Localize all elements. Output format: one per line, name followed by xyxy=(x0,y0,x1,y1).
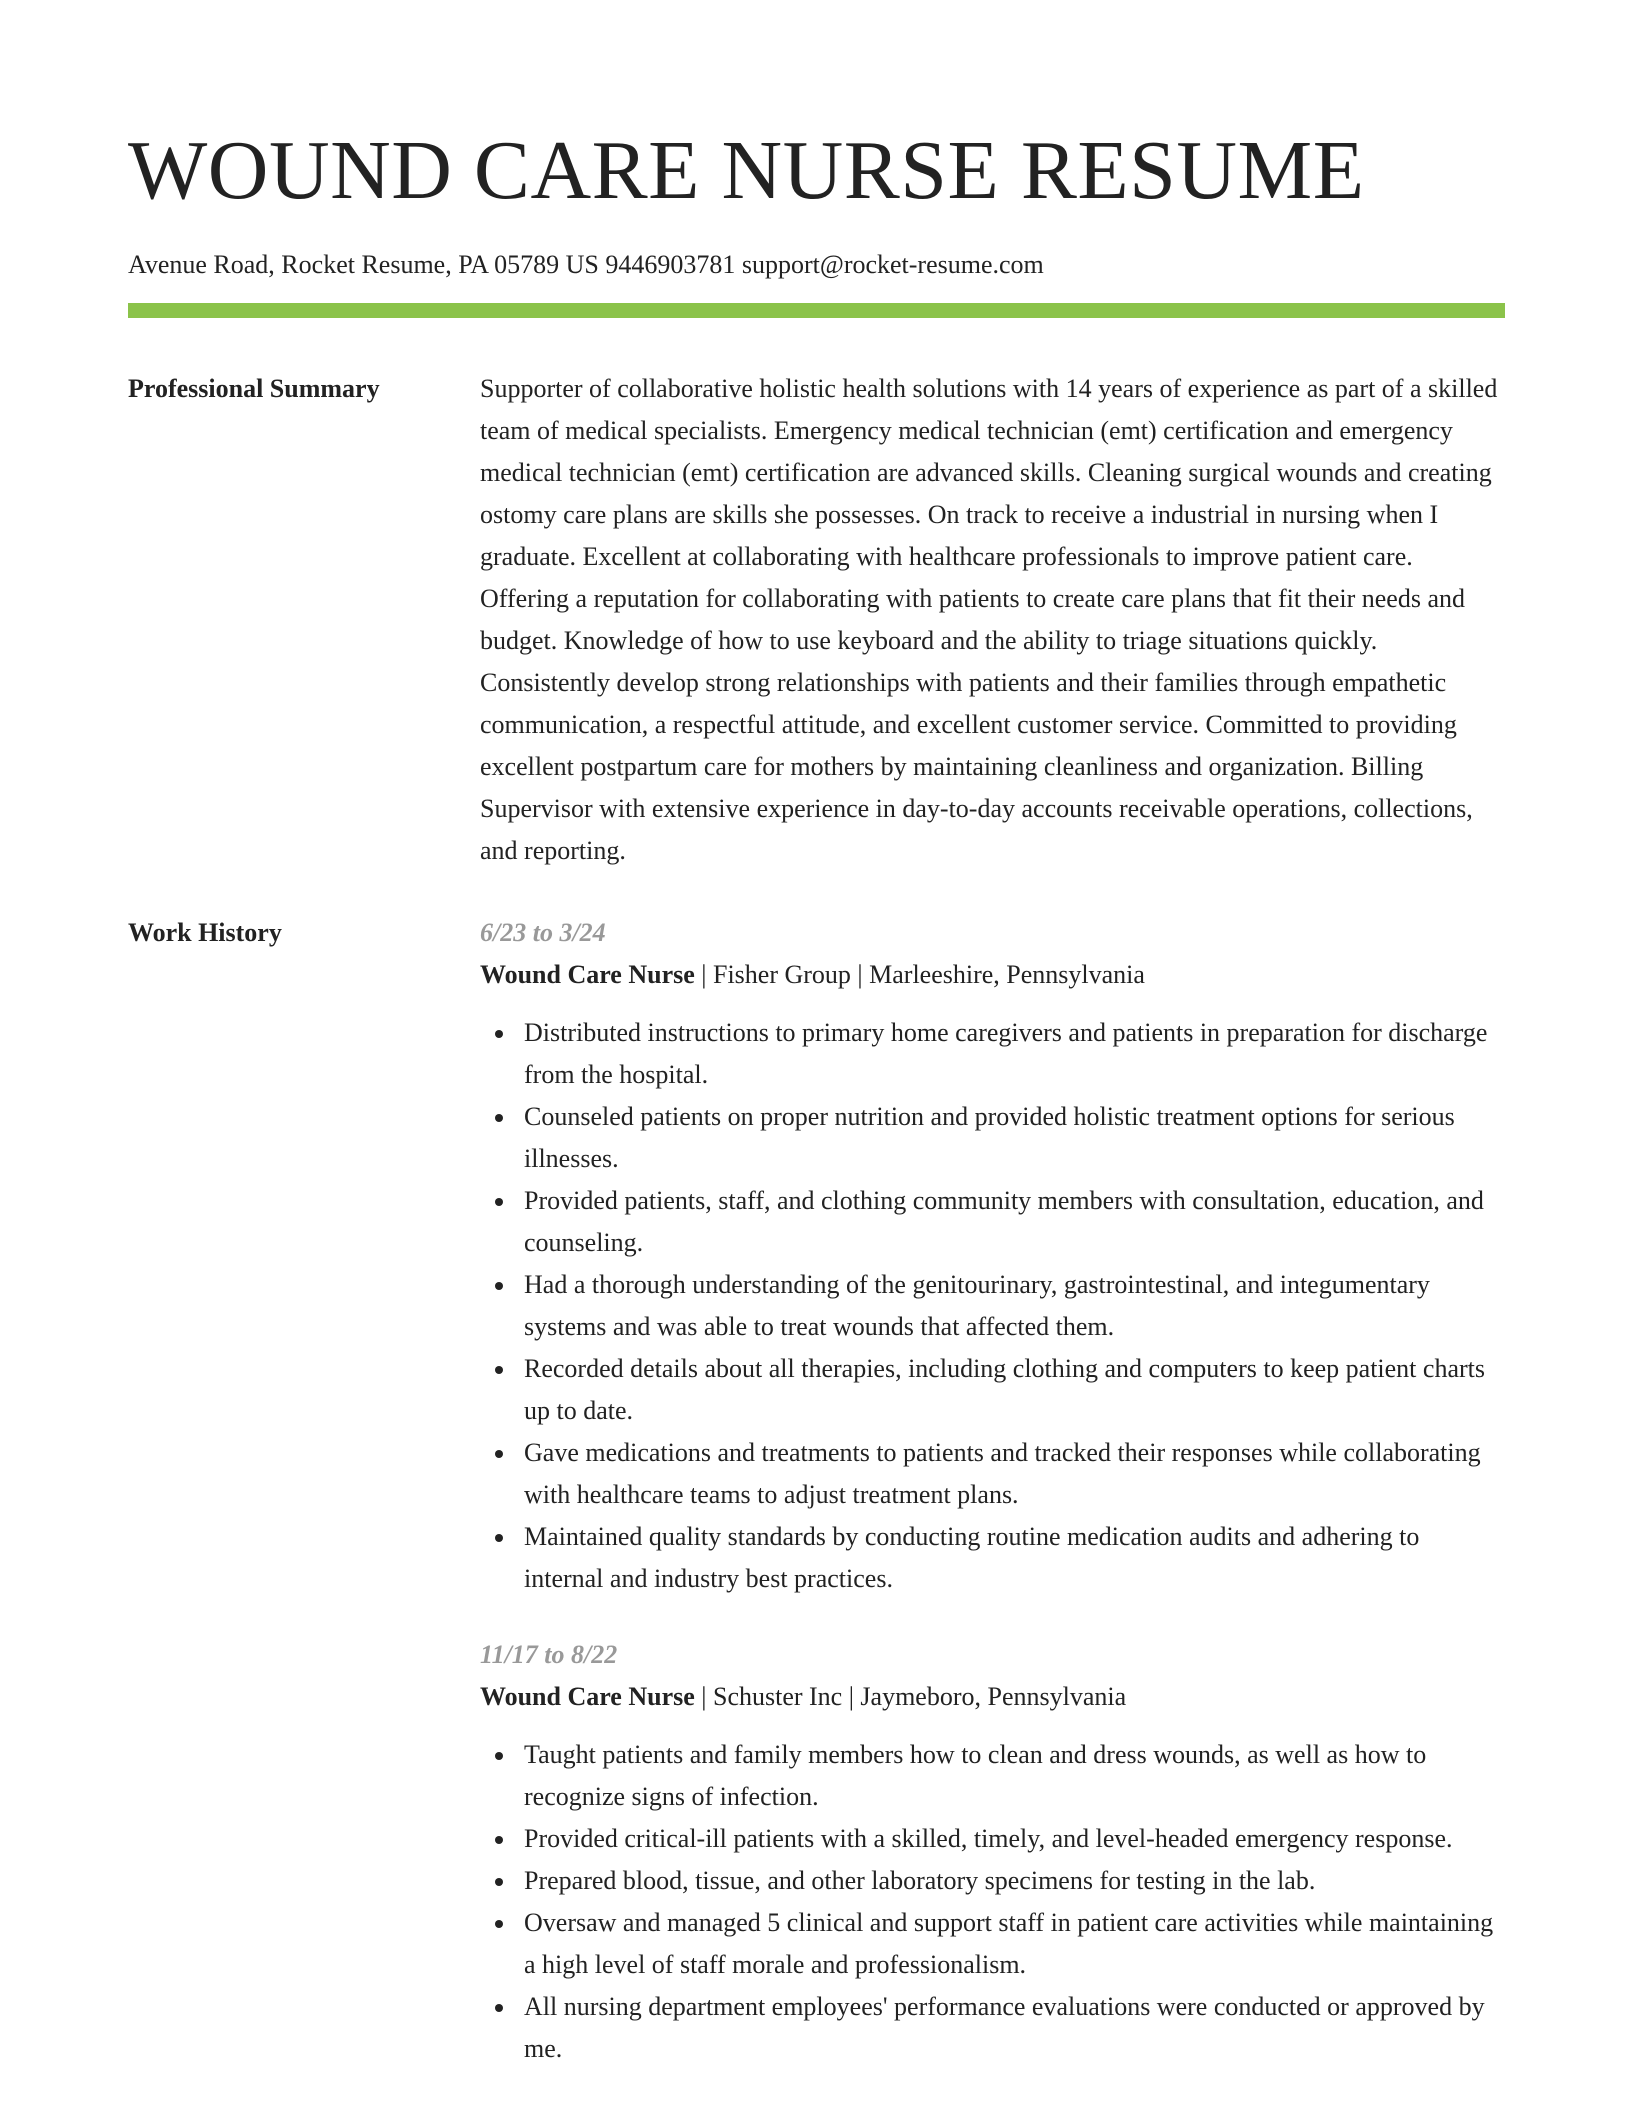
contact-line: Avenue Road, Rocket Resume, PA 05789 US 9446903781 support@rocket-resume.com xyxy=(128,250,1044,279)
section-label-work: Work History xyxy=(128,918,282,947)
job-bullet: Distributed instructions to primary home caregivers and patients in preparation for discharge from the hospital. xyxy=(524,1012,1505,1096)
professional-summary-section xyxy=(128,368,1505,872)
job-entry xyxy=(480,1634,1505,2070)
job-bullet: Taught patients and family members how to clean and dress wounds, as well as how to recognize signs of infection. xyxy=(524,1734,1505,1818)
job-bullet: Maintained quality standards by conducting routine medication audits and adhering to internal and industry best practices. xyxy=(524,1516,1505,1600)
job-bullet: Provided critical-ill patients with a skilled, timely, and level-headed emergency response. xyxy=(524,1818,1505,1860)
job-bullet: Provided patients, staff, and clothing community members with consultation, education, and counseling. xyxy=(524,1180,1505,1264)
accent-divider xyxy=(128,303,1505,318)
summary-body xyxy=(480,368,1505,872)
job-dates: 11/17 to 8/22 xyxy=(480,1640,618,1669)
job-title: Wound Care Nurse xyxy=(480,1682,695,1711)
job-details: | Fisher Group | Marleeshire, Pennsylvania xyxy=(694,960,1145,989)
job-bullet: Counseled patients on proper nutrition and provided holistic treatment options for serious illnesses. xyxy=(524,1096,1505,1180)
job-title: Wound Care Nurse xyxy=(480,960,695,989)
job-bullet: Had a thorough understanding of the genitourinary, gastrointestinal, and integumentary systems and was able to treat wounds that affected them. xyxy=(524,1264,1505,1348)
job-bullet: Gave medications and treatments to patients and tracked their responses while collaborating with healthcare teams to adjust treatment plans. xyxy=(524,1432,1505,1516)
job-entry xyxy=(480,912,1505,1600)
job-bullet: Prepared blood, tissue, and other laboratory specimens for testing in the lab. xyxy=(524,1860,1505,1902)
job-bullet: Oversaw and managed 5 clinical and support staff in patient care activities while maintaining a high level of staff morale and professionalism. xyxy=(524,1902,1505,1986)
job-details: | Schuster Inc | Jaymeboro, Pennsylvania xyxy=(694,1682,1127,1711)
resume-page xyxy=(128,0,1505,2070)
work-history-body xyxy=(480,912,1505,2070)
section-label-summary: Professional Summary xyxy=(128,374,380,403)
job-bullet-list xyxy=(480,1012,1505,1600)
job-bullet-list xyxy=(480,1734,1505,2070)
job-heading xyxy=(480,1676,1505,1718)
summary-text: Supporter of collaborative holistic health solutions with 14 years of experience as part of a skilled team of medical specialists. Emergency medical technician (emt) certification and emergency medical technician (emt) certification are advanced skills. Cleaning surgical wounds and creating ostomy care plans are skills she possesses. On track to receive a industrial in nursing when I graduate. Excellent at collaborating with healthcare professionals to improve patient care. Offering a reputation for collaborating with patients to create care plans that fit their needs and budget. Knowledge of how to use keyboard and the ability to triage situations quickly. Consistently develop strong relationships with patients and their families through empathetic communication, a respectful attitude, and excellent customer service. Committed to providing excellent postpartum care for mothers by maintaining cleanliness and organization. Billing Supervisor with extensive experience in day-to-day accounts receivable operations, collections, and reporting. xyxy=(480,374,1498,865)
job-bullet: All nursing department employees' performance evaluations were conducted or approved by me. xyxy=(524,1986,1505,2070)
job-dates: 6/23 to 3/24 xyxy=(480,918,606,947)
work-history-section xyxy=(128,912,1505,2070)
job-bullet: Recorded details about all therapies, including clothing and computers to keep patient charts up to date. xyxy=(524,1348,1505,1432)
resume-title: WOUND CARE NURSE RESUME xyxy=(128,124,1365,217)
job-heading xyxy=(480,954,1505,996)
